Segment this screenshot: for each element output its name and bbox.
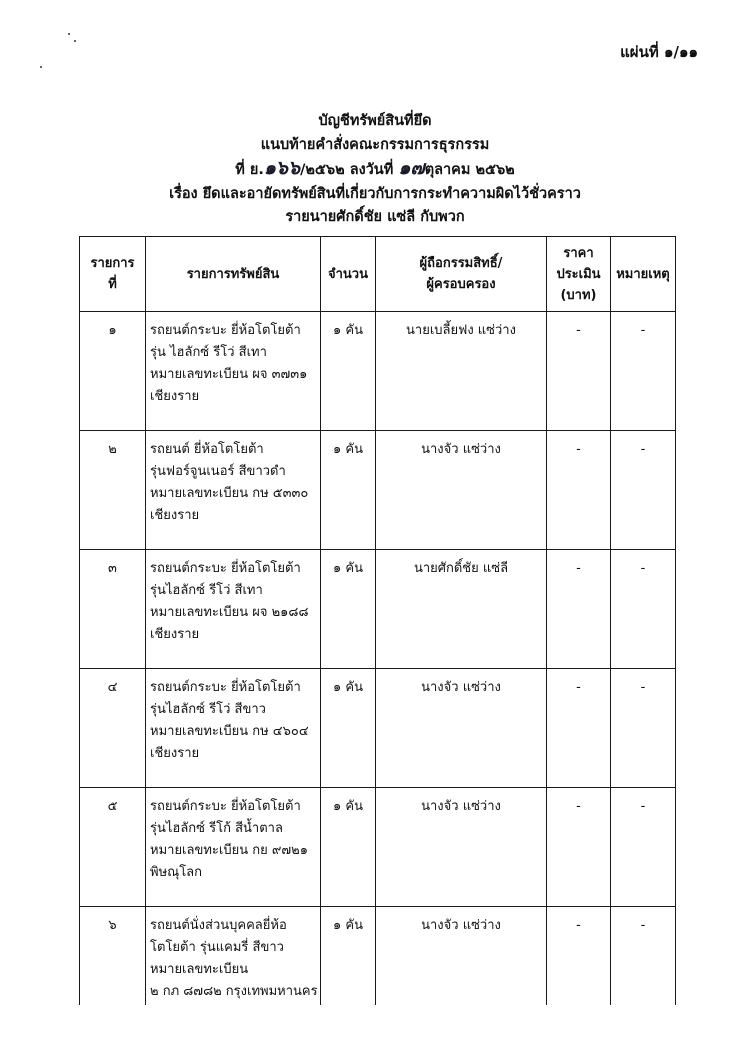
row-owner: นางจัว แซ่ว่าง <box>376 907 547 1006</box>
description-line: รุ่นไฮลักซ์ รีโก้ สีน้ำตาล <box>150 821 283 836</box>
description-line: รถยนต์ ยี่ห้อโตโยต้า <box>150 442 264 457</box>
table-row <box>80 312 676 431</box>
order-middle: /๒๕๖๒ ลงวันที่ <box>300 162 399 178</box>
header-quantity: จำนวน <box>321 237 376 312</box>
description-line: หมายเลขทะเบียน ผจ ๓๗๓๑ <box>150 367 308 382</box>
description-line: รถยนต์กระบะ ยี่ห้อโตโยต้า <box>150 561 301 576</box>
header-description: รายการทรัพย์สิน <box>146 237 321 312</box>
row-price: - <box>547 550 611 669</box>
header-price-line1: ราคา <box>563 245 594 261</box>
row-quantity: ๑ คัน <box>321 669 376 788</box>
row-number: ๒ <box>80 431 146 550</box>
description-line: โตโยต้า รุ่นแคมรี่ สีขาว <box>150 940 284 955</box>
description-line: รุ่นไฮลักซ์ รีโว่ สีเทา <box>150 583 263 598</box>
order-suffix: ตุลาคม ๒๕๖๒ <box>424 162 515 178</box>
row-price: - <box>547 431 611 550</box>
table-row <box>80 907 676 1006</box>
description-line: เชียงราย <box>150 746 200 761</box>
row-number: ๕ <box>80 788 146 907</box>
heading-subject: เรื่อง ยึดและอายัดทรัพย์สินที่เกี่ยวกับการกระทำความผิดไว้ชั่วคราว <box>169 185 581 202</box>
asset-table <box>79 236 676 1005</box>
row-number: ๓ <box>80 550 146 669</box>
row-description <box>146 431 321 550</box>
heading-case-name: รายนายศักดิ์ชัย แซ่ลี กับพวก <box>285 209 465 225</box>
row-quantity: ๑ คัน <box>321 907 376 1006</box>
row-remark: - <box>611 550 676 669</box>
header-owner-line1: ผู้ถือกรรมสิทธิ์/ <box>419 256 503 271</box>
row-owner: นางจัว แซ่ว่าง <box>376 431 547 550</box>
description-line: เชียงราย <box>150 389 200 404</box>
scan-speck <box>40 66 42 68</box>
description-line: รถยนต์กระบะ ยี่ห้อโตโยต้า <box>150 680 301 695</box>
heading-title: บัญชีทรัพย์สินที่ยึด <box>318 113 432 129</box>
description-line: เชียงราย <box>150 508 200 523</box>
row-price: - <box>547 788 611 907</box>
description-line: หมายเลขทะเบียน ผจ ๒๑๘๘ <box>150 605 309 620</box>
row-description <box>146 788 321 907</box>
description-line: ๒ กภ ๘๗๘๒ กรุงเทพมหานคร <box>150 984 318 999</box>
row-owner: นายศักดิ์ชัย แซ่ลี <box>376 550 547 669</box>
row-description <box>146 907 321 1006</box>
description-line: รถยนต์กระบะ ยี่ห้อโตโยต้า <box>150 323 301 338</box>
row-price: - <box>547 907 611 1006</box>
description-line: รุ่น ไฮลักซ์ รีโว่ สีเทา <box>150 345 267 360</box>
description-line: รถยนต์นั่งส่วนบุคคลยี่ห้อ <box>150 918 287 933</box>
row-remark: - <box>611 312 676 431</box>
description-line: หมายเลขทะเบียน กษ ๕๓๓๐ <box>150 486 309 501</box>
row-number: ๔ <box>80 669 146 788</box>
row-remark: - <box>611 431 676 550</box>
document-heading <box>0 110 750 230</box>
row-owner: นางจัว แซ่ว่าง <box>376 788 547 907</box>
row-number: ๑ <box>80 312 146 431</box>
table-row <box>80 788 676 907</box>
header-item-no <box>80 237 146 312</box>
description-line: รถยนต์กระบะ ยี่ห้อโตโยต้า <box>150 799 301 814</box>
sheet-number: แผ่นที่ ๑/๑๑ <box>620 43 698 61</box>
header-price <box>547 237 611 312</box>
table-row <box>80 431 676 550</box>
header-remark: หมายเหตุ <box>611 237 676 312</box>
row-quantity: ๑ คัน <box>321 550 376 669</box>
row-remark: - <box>611 788 676 907</box>
description-line: เชียงราย <box>150 627 200 642</box>
row-description <box>146 312 321 431</box>
row-quantity: ๑ คัน <box>321 788 376 907</box>
description-line: หมายเลขทะเบียน กษ ๔๖๐๔ <box>150 724 309 739</box>
description-line: รุ่นไฮลักซ์ รีโว่ สีขาว <box>150 702 266 717</box>
table-header-row <box>80 237 676 312</box>
description-line: หมายเลขทะเบียน กย ๙๗๒๑ <box>150 843 308 858</box>
row-owner: นายเบลี้ยฟง แซ่ว่าง <box>376 312 547 431</box>
row-remark: - <box>611 907 676 1006</box>
table-row <box>80 550 676 669</box>
description-line: พิษณุโลก <box>150 865 203 880</box>
description-line: รุ่นฟอร์จูนเนอร์ สีขาวดำ <box>150 464 286 479</box>
row-price: - <box>547 669 611 788</box>
heading-attachment: แนบท้ายคำสั่งคณะกรรมการธุรกรรม <box>260 136 490 153</box>
description-line: หมายเลขทะเบียน <box>150 962 249 977</box>
header-item-no-line1: รายการ <box>90 256 135 271</box>
header-owner-line2: ผู้ครอบครอง <box>426 277 496 292</box>
row-remark: - <box>611 669 676 788</box>
order-number-handwritten: ๑๖๖ <box>263 157 301 179</box>
scan-speck <box>74 40 76 42</box>
header-owner <box>376 237 547 312</box>
scan-speck <box>68 33 70 35</box>
row-price: - <box>547 312 611 431</box>
header-price-line2: ประเมิน <box>556 266 601 282</box>
order-day-handwritten: ๑๗ <box>398 157 425 179</box>
heading-order-reference <box>0 157 750 183</box>
row-description <box>146 550 321 669</box>
row-number: ๖ <box>80 907 146 1006</box>
row-owner: นางจัว แซ่ว่าง <box>376 669 547 788</box>
order-prefix: ที่ ย. <box>235 162 264 178</box>
table-row <box>80 669 676 788</box>
row-quantity: ๑ คัน <box>321 312 376 431</box>
header-item-no-line2: ที่ <box>108 277 117 292</box>
header-price-line3: (บาท) <box>560 287 597 303</box>
row-quantity: ๑ คัน <box>321 431 376 550</box>
row-description <box>146 669 321 788</box>
